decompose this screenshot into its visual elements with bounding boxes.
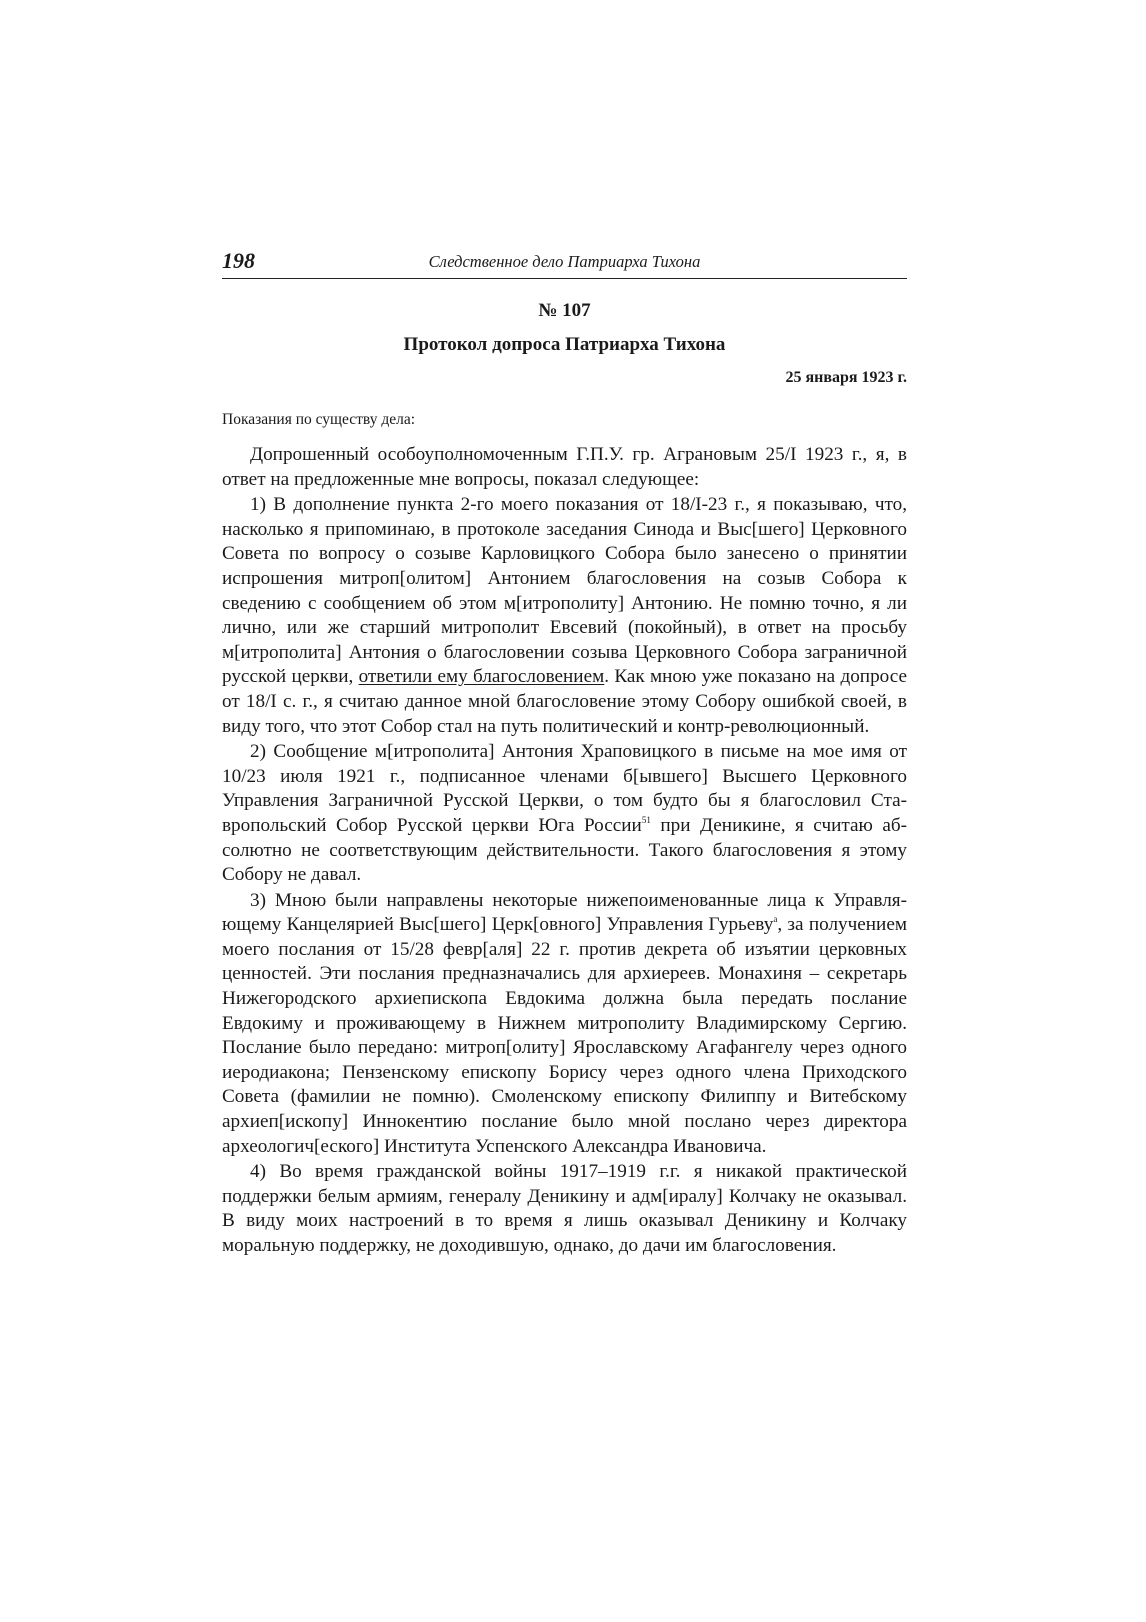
paragraph-text: 4) Во время гражданской войны 1917–1919 г.г. я никакой практической поддержки белым армиям, генералу Деникину и адм[иралу] Колчаку не оказывал. В виду моих настроений в то время я лишь оказывал Деникину и Колчаку моральную поддержку, не доходившую, однако, до дачи им благословения. <box>222 1161 907 1256</box>
paragraph-text: 2) Сообщение м[итрополита] Антония Храповицкого в письме на мое имя от 10/23 июля 1921 г., подписанное членами б[ывшего] Высшего Церковного Управления Заграничной Русской Церкви, о том будто бы я благословил Ставропольский Собор Русской церкви Юга России <box>222 741 907 836</box>
paragraph-item-4 <box>222 1160 907 1258</box>
running-head-title: Следственное дело Патриарха Тихона <box>428 252 701 271</box>
intro-label: Показания по существу дела: <box>222 411 416 428</box>
paragraph-text: . Как мною уже показано на допросе от 18/I с. г., я считаю данное мной благословение этому Собору ошибкой своей, в виду того, что этот Собор стал на путь политический и контр-революционный. <box>222 666 907 737</box>
underlined-phrase: ответили ему благословением <box>358 666 605 688</box>
document-body <box>222 443 907 1259</box>
paragraph-text: 3) Мною были направлены некоторые нижепоименованные лица к Управляющему Канцелярией Выс[шего] Церк[овного] Управления Гурьеву <box>222 889 907 936</box>
page-number: 198 <box>222 248 255 273</box>
paragraph-text: при Деникине, я считаю абсолютно не соответствующим действительности. Такого благословения я этому Собору не давал. <box>222 814 907 886</box>
paragraph-text: , за получением моего послания от 15/28 февр[аля] 22 г. против декрета об изъятии церковных ценностей. Эти послания предназначались для архиереев. Монахиня – секретарь Нижегородского архиепископа Евдокима должна была передать послание Евдокиму и проживающему в Нижнем митрополиту Владимирскому Сергию. Послание было передано: митроп[олиту] Ярославскому Агафангелу через одного иеродиакона; Пензенскому епископу Борису через одного члена Приходского Совета (фамилии не помню). Смоленскому епископу Филиппу и Витебскому архиеп[ископу] Иннокентию послание было мной послано через директора археологич[еского] Института Успенского Александра Ивановича. <box>222 914 907 1157</box>
paragraph-text: 1) В дополнение пункта 2-го моего показания от 18/I-23 г., я показываю, что, насколько я припоминаю, в протоколе заседания Синода и Выс[шего] Церковного Совета по вопросу о созыве Карловицкого Собора было занесено о принятии испрошения митроп[олитом] Антонием благословения на созыв Собора к сведению с сообщением об этом м[итрополиту] Антонию. Не помню точно, я ли лично, или же старший митрополит Евсевий (покойный), в ответ на просьбу м[итрополита] Антония о благословении созыва Церковного Собора заграничной русской церкви, <box>222 494 907 688</box>
paragraph-item-1 <box>222 493 907 739</box>
paragraph-text: Допрошенный особоуполномоченным Г.П.У. гр. Аграновым 25/I 1923 г., я, в ответ на предложенные мне вопросы, показал следующее: <box>222 444 907 490</box>
paragraph-item-3 <box>222 889 907 1160</box>
paragraph-intro <box>222 443 907 492</box>
paragraph-item-2 <box>222 740 907 888</box>
document-title: Протокол допроса Патриарха Тихона <box>403 334 726 355</box>
footnote-ref[interactable]: 51 <box>641 814 651 825</box>
footnote-ref[interactable]: а <box>773 914 778 925</box>
book-page <box>222 244 907 1259</box>
running-head <box>222 244 907 279</box>
document-number: № 107 <box>538 300 591 321</box>
document-date: 25 января 1923 г. <box>785 369 907 386</box>
